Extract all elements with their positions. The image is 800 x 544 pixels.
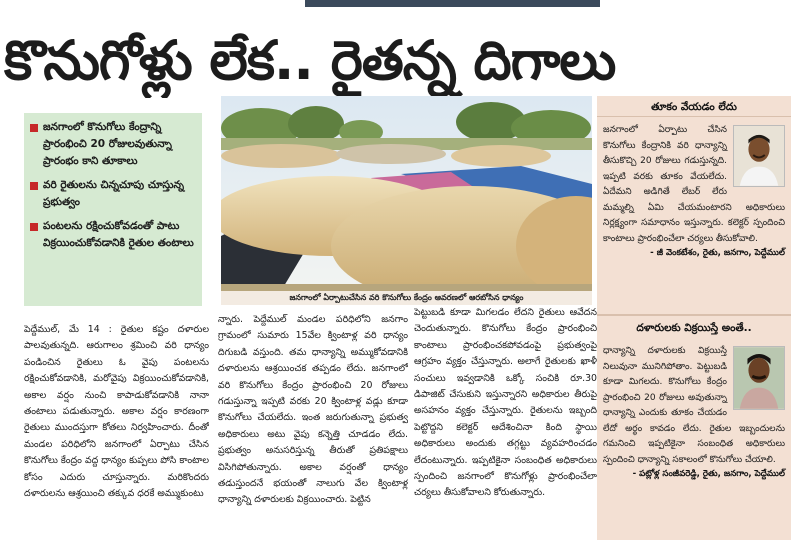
bullet-square-icon (30, 124, 38, 132)
sidebar-box1-title: తూకం వేయడం లేదు (651, 101, 737, 113)
article-column-3: పెట్టుబడి కూడా మిగలడం లేదని రైతులు ఆవేదన చెందుతున్నారు. కొనుగోలు కేంద్రం ప్రారంభించి కాంటాలు ప్రారంభించకపోవడంపై ప్రభుత్వంపై ఆగ్రహం వ్యక్తం చేస్తున్నారు. అలాగే రైతులకు ఖాళీ సంచులు ఇవ్వడానికి ఒక్కో సంచికి రూ.30 డిపాజిట్ చేసుకుని ఇస్తున్నారని అధికారుల తీరుపై అసహనం వ్యక్తం చేస్తున్నారు. రైతులను ఇబ్బంది పెట్టొద్దని కలెక్టర్ ఆదేశించినా కింది స్థాయి అధికారులు అందుకు తగ్గట్టు వ్యవహరించడం లేదంటున్నారు. ఇప్పటికైనా సంబంధిత అధికారులు స్పందించి జనగాంలో కొనుగోళ్లు ప్రారంభించేలా చర్యలు తీసుకోవాలని కోరుతున్నారు. (414, 307, 597, 499)
grain-heaps-photo (221, 96, 592, 291)
highlight-text: పంటలను రక్షించుకోవడంతో పాటు విక్రయించుకోవడానికి రైతుల తంటాలు (43, 220, 194, 249)
bullet-square-icon (30, 182, 38, 190)
headline: కొనుగోళ్లు లేక.. రైతన్న దిగాలు (4, 29, 616, 92)
sidebar-box1-text: జనగాంలో ఏర్పాటు చేసిన కొనుగోలు కేంద్రానికి వరి ధాన్యాన్ని తీసుకొచ్చి 20 రోజులు గడుస్తున్నది. ఇప్పటి వరకు తూకం వేయలేదు. ఏదేమని అడిగితే లేబర్ లేరు మమ్మల్ని ఏమి చేయమంటారని అధికారులు నిర్లక్ష్యంగా సమాధానం ఇస్తున్నారు. కలెక్టర్ స్పందించి కాంటాలు ప్రారంభించేలా చర్యలు తీసుకోవాలి. (603, 125, 785, 244)
highlight-item (30, 119, 196, 170)
photo-caption: జనగాంలో ఏర్పాటుచేసిన వరి కొనుగోలు కేంద్రం ఆవరణలో ఆరబోసిన ధాన్యం (221, 291, 592, 305)
sidebar-box2-title: దళారులకు విక్రయిస్తే అంతే.. (597, 317, 791, 339)
highlight-item (30, 218, 196, 252)
article-column-1: పెద్దేముల్, మే 14 : రైతుల కష్టం దళారుల పాలవుతున్నది. ఆరుగాలం శ్రమించి వరి ధాన్యం పండించిన రైతులు ఓ వైపు పంటలను రక్షించుకోవడానికి, మరోవైపు విక్రయించుకోవడానికి, అకాల వర్షం నుంచి కాపాడుకోవడానికి నానా తంటాలు పడుతున్నారు. అకాల వర్షం కారణంగా రైతులు ముందస్తుగా కోతలు నిర్వహించారు. దీంతో మండల పరిధిలోని జనగాంలో ఏర్పాటు చేసిన కొనుగోలు కేంద్రం వద్ద ధాన్యం కుప్పలు పోసి కాంటాల కోసం ఎదురు చూస్తున్నారు. మరికొందరు దళారులను ఆశ్రయించి తక్కువ ధరకే అమ్ముకుంటు (24, 324, 209, 500)
article-column-2: న్నారు. పెద్దేముల్ మండల పరిధిలోని జనగాం గ్రామంలో సుమారు 15వేల క్వింటాళ్ల వరి ధాన్యం దిగుబడి వస్తుంది. తమ ధాన్యాన్ని అమ్ముకోవడానికి దళారులను ఆశ్రయించక తప్పడం లేదు. జనగాంలో వరి కొనుగోలు కేంద్రం ప్రారంభించి 20 రోజులు గడుస్తున్నా ఇప్పటి వరకు 20 క్వింటాళ్ల వడ్లు కూడా కొనుగోలు చేయలేదు. ఇంత జరుగుతున్నా ప్రభుత్వ అధికారులు అటు వైపు కన్నెత్తి చూడడం లేదు. ప్రభుత్వం అనుసరిస్తున్న తీరుతో ప్రతిపక్షాలు విసిగిపోతున్నారు. అకాల వర్షంతో ధాన్యం తడుస్తుందనే భయంతో నాలుగు వేల క్వింటాళ్ల ధాన్యాన్ని దళారులకు విక్రయించారు. పెట్టిన (218, 314, 408, 506)
highlights-box (24, 113, 202, 306)
farmer-quotes-sidebar (597, 96, 791, 540)
bullet-square-icon (30, 223, 38, 231)
sidebar-box1-signature: - జీ వెంకటేశం, రైతు, జనగాం, పెద్దేముల్ (650, 248, 785, 258)
farmer-portrait-2 (733, 346, 785, 410)
sidebar-box2 (597, 341, 791, 484)
sidebar-box2-text: ధాన్యాన్ని దళారులకు విక్రయిస్తే నిలువునా మునిగిపోతాం. పెట్టుబడి కూడా మిగలదు. కొనుగోలు కేంద్రం ప్రారంభించి 20 రోజులు అవుతున్నా ధాన్యాన్ని ఎందుకు తూకం చేయడం లేదో అర్థం కావడం లేదు. రైతుల ఇబ్బందులను గమనించి ఇప్పటికైనా సంబంధిత అధికారులు స్పందించి ధాన్యాన్ని సకాలంలో కొనుగోలు చేయాలి. (603, 346, 785, 465)
sidebar-box1 (597, 120, 791, 263)
highlight-text: వరి రైతులను చిన్నచూపు చూస్తున్న ప్రభుత్వం (43, 179, 184, 208)
divider (597, 314, 791, 316)
highlight-item (30, 177, 196, 211)
divider (597, 116, 791, 117)
highlight-text: జనగాంలో కొనుగోలు కేంద్రాన్ని ప్రారంభించి 20 రోజులవుతున్నా ప్రారంభం కాని తూకాలు (43, 121, 172, 167)
page-top-bar (305, 0, 600, 7)
farmer-portrait-1 (733, 125, 785, 187)
sidebar-box2-signature: - పట్లోళ్ల సంజీవరెడ్డి, రైతు, జనగాం, పెద్దేముల్ (632, 469, 785, 479)
